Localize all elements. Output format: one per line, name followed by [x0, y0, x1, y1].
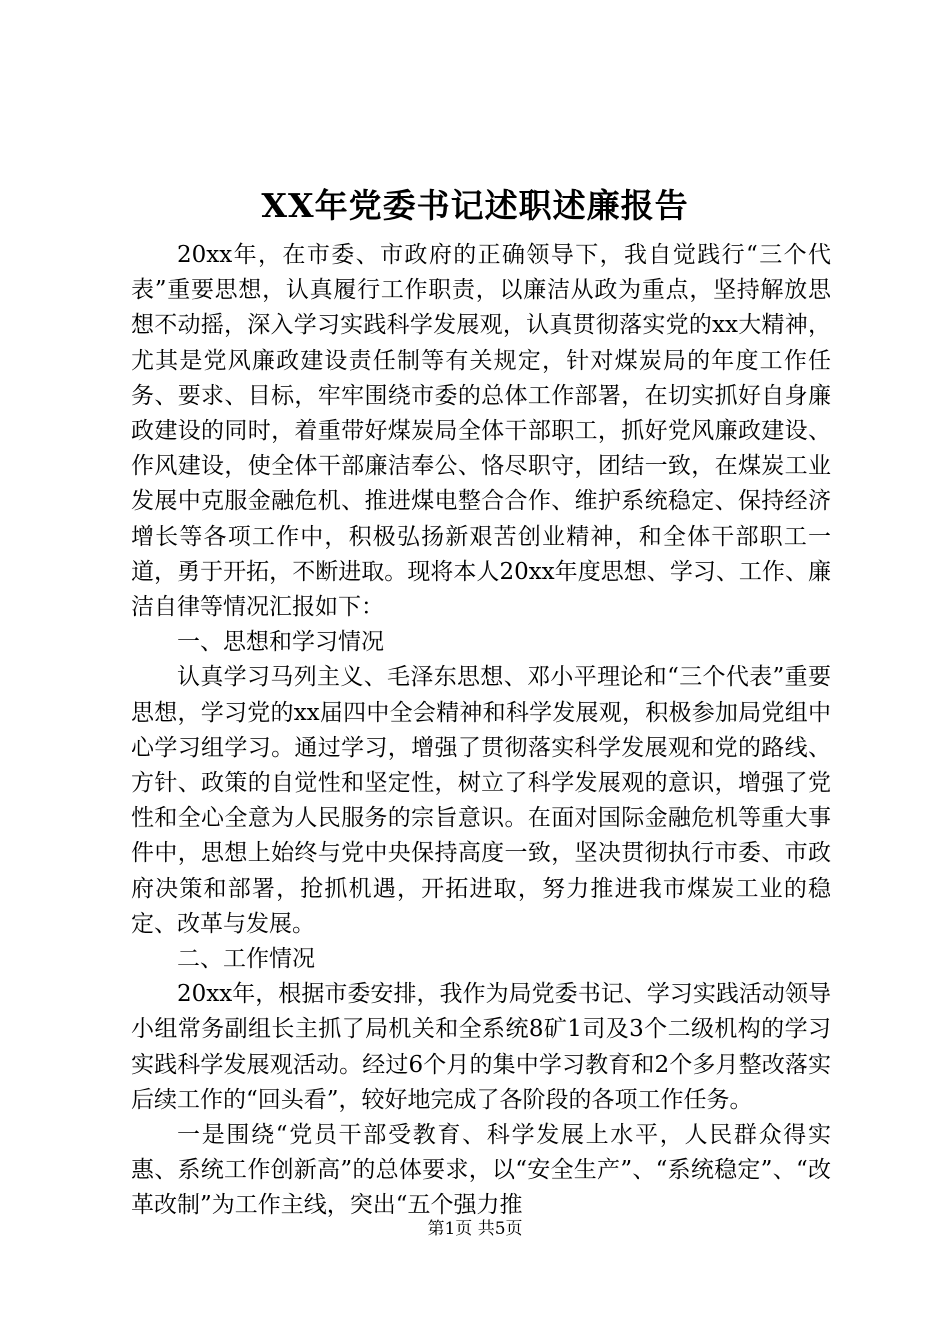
paragraph-point-one: 一是围绕“党员干部受教育、科学发展上水平，人民群众得实惠、系统工作创新高”的总体要求，以“安全生产”、“系统稳定”、“改革改制”为工作主线，突出“五个强力推: [131, 1122, 831, 1219]
section-heading-work: 二、工作情况: [177, 946, 315, 973]
document-title: XX年党委书记述职述廉报告: [261, 186, 689, 225]
paragraph-intro: 20xx年，在市委、市政府的正确领导下，我自觉践行“三个代表”重要思想，认真履行工作职责，以廉洁从政为重点，坚持解放思想不动摇，深入学习实践科学发展观，认真贯彻落实党的xx大精神，尤其是党风廉政建设责任制等有关规定，针对煤炭局的年度工作任务、要求、目标，牢牢围绕市委的总体工作部署，在切实抓好自身廉政建设的同时，着重带好煤炭局全体干部职工，抓好党风廉政建设、作风建设，使全体干部廉洁奉公、恪尽职守，团结一致，在煤炭工业发展中克服金融危机、推进煤电整合合作、维护系统稳定、保持经济增长等各项工作中，积极弘扬新艰苦创业精神，和全体干部职工一道，勇于开拓，不断进取。现将本人20xx年度思想、学习、工作、廉洁自律等情况汇报如下：: [131, 242, 831, 621]
page-number-footer: 第1页 共5页: [427, 1219, 523, 1239]
section-heading-thought-study: 一、思想和学习情况: [177, 629, 384, 656]
paragraph-work: 20xx年，根据市委安排，我作为局党委书记、学习实践活动领导小组常务副组长主抓了局机关和全系统8矿1司及3个二级机构的学习实践科学发展观活动。经过6个月的集中学习教育和2个多月整改落实后续工作的“回头看”，较好地完成了各阶段的各项工作任务。: [131, 981, 831, 1113]
paragraph-thought-study: 认真学习马列主义、毛泽东思想、邓小平理论和“三个代表”重要思想，学习党的xx届四中全会精神和科学发展观，积极参加局党组中心学习组学习。通过学习，增强了贯彻落实科学发展观和党的路线、方针、政策的自觉性和坚定性，树立了科学发展观的意识，增强了党性和全心全意为人民服务的宗旨意识。在面对国际金融危机等重大事件中，思想上始终与党中央保持高度一致，坚决贯彻执行市委、市政府决策和部署，抢抓机遇，开拓进取，努力推进我市煤炭工业的稳定、改革与发展。: [131, 664, 831, 937]
document-body: [131, 238, 831, 1224]
